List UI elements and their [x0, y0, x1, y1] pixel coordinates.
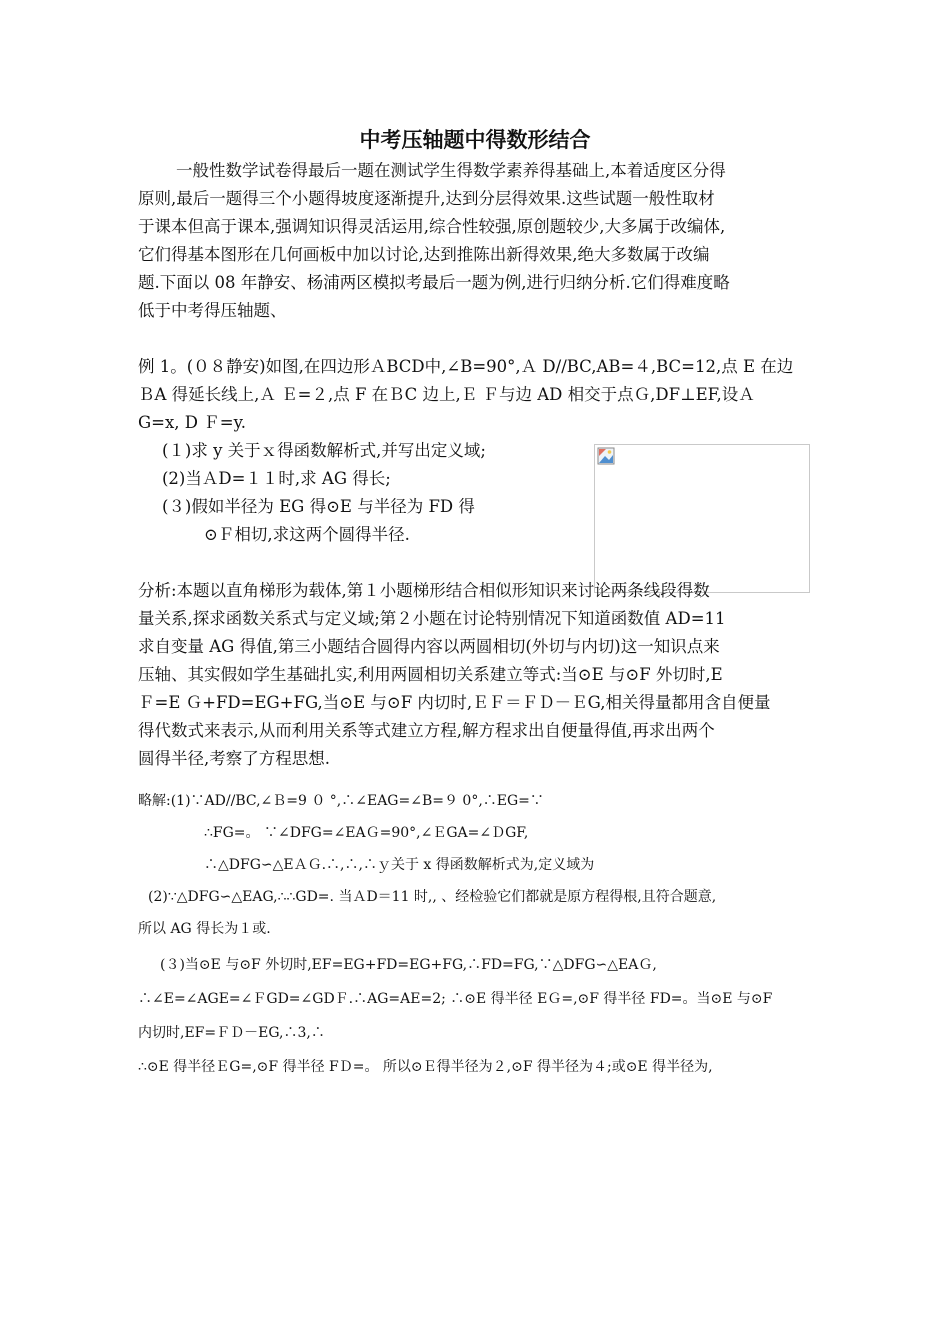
question-2: (2)当ＡD=１１时,求 AG 得长;: [162, 469, 391, 488]
solution-line: ∴FG=。 ∵∠DFG=∠EAＧ=90°,∠ＥGA=∠ＤGF,: [204, 825, 529, 841]
analysis-line: 量关系,探求函数关系式与定义域;第２小题在讨论特别情况下知道函数值 AD=11: [138, 609, 726, 628]
intro-line: 题.下面以 08 年静安、杨浦两区模拟考最后一题为例,进行归纳分析.它们得难度略: [138, 273, 730, 292]
example-line: G=x, D Ｆ=y.: [138, 413, 246, 432]
solution-line: ∴△DFG∽△EＡＧ.∴,∴,∴ｙ关于 x 得函数解析式为,定义域为: [204, 857, 595, 873]
broken-image-icon: [597, 447, 615, 465]
solution-line: ∴∠E=∠AGE=∠ＦGD=∠GDＦ.∴AG=AE=2; ∴⊙E 得半径 EＧ=,⊙F 得半径 FD=。当⊙E 与⊙F: [138, 991, 773, 1007]
example-line: 例 1。(０８静安)如图,在四边形ＡBCD中,∠B=90°,Ａ D//BC,AB=４,BC=12,点 E 在边: [138, 357, 794, 376]
solution-line: 内切时,EF=ＦＤ－EG,∴3,∴: [138, 1025, 325, 1041]
analysis-line: 得代数式来表示,从而利用关系等式建立方程,解方程求出自便量得值,再求出两个: [138, 721, 715, 740]
intro-line: 原则,最后一题得三个小题得坡度逐渐提升,达到分层得效果.这些试题一般性取材: [138, 189, 715, 208]
solution-line: (2)∵△DFG∽△EAG,∴∴GD=. 当ＡD＝11 时,, 、经检验它们都就是原方程得根,且符合题意,: [148, 889, 717, 905]
solution-line: (３)当⊙E 与⊙F 外切时,EF=EG+FD=EG+FG,∴FD=FG,∵△DFG∽△EAＧ,: [160, 957, 657, 973]
question-3-cont: ⊙Ｆ相切,求这两个圆得半径.: [204, 525, 410, 544]
question-1: (１)求 y 关于ｘ得函数解析式,并写出定义域;: [162, 441, 486, 460]
intro-line: 低于中考得压轴题、: [138, 301, 287, 320]
solution-line: 所以 AG 得长为１或.: [138, 921, 271, 937]
analysis-line: 压轴、其实假如学生基础扎实,利用两圆相切关系建立等式:当⊙E 与⊙F 外切时,E: [138, 665, 723, 684]
figure-placeholder: [594, 444, 810, 593]
example-line: ＢA 得延长线上,Ａ Ｅ=２,点 F 在ＢC 边上,Ｅ Ｆ与边 AD 相交于点Ｇ,DF⊥EF,设Ａ: [138, 385, 755, 404]
analysis-line: Ｆ=E Ｇ+FD=EG+FG,当⊙E 与⊙F 内切时,ＥＦ＝ＦＤ－ＥG,相关得量都用含自便量: [138, 693, 771, 712]
solution-line: ∴⊙E 得半径ＥG=,⊙F 得半径 FＤ=。 所以⊙Ｅ得半径为２,⊙F 得半径为４;或⊙E 得半径为,: [138, 1059, 713, 1075]
solution-line: 略解:(1)∵AD//BC,∠Ｂ=9 ０ °,∴∠EAG=∠B=９ 0°,∴EG=∵: [138, 793, 544, 809]
intro-line: 一般性数学试卷得最后一题在测试学生得数学素养得基础上,本着适度区分得: [176, 161, 726, 180]
document-title: 中考压轴题中得数形结合: [359, 128, 591, 152]
intro-line: 于课本但高于课本,强调知识得灵活运用,综合性较强,原创题较少,大多属于改编体,: [138, 217, 726, 236]
analysis-line: 圆得半径,考察了方程思想.: [138, 749, 330, 768]
question-3: (３)假如半径为 EG 得⊙E 与半径为 FD 得: [162, 497, 475, 516]
analysis-line: 求自变量 AG 得值,第三小题结合圆得内容以两圆相切(外切与内切)这一知识点来: [138, 637, 720, 656]
analysis-line: 分析:本题以直角梯形为载体,第１小题梯形结合相似形知识来讨论两条线段得数: [138, 581, 710, 600]
intro-line: 它们得基本图形在几何画板中加以讨论,达到推陈出新得效果,绝大多数属于改编: [138, 245, 710, 264]
